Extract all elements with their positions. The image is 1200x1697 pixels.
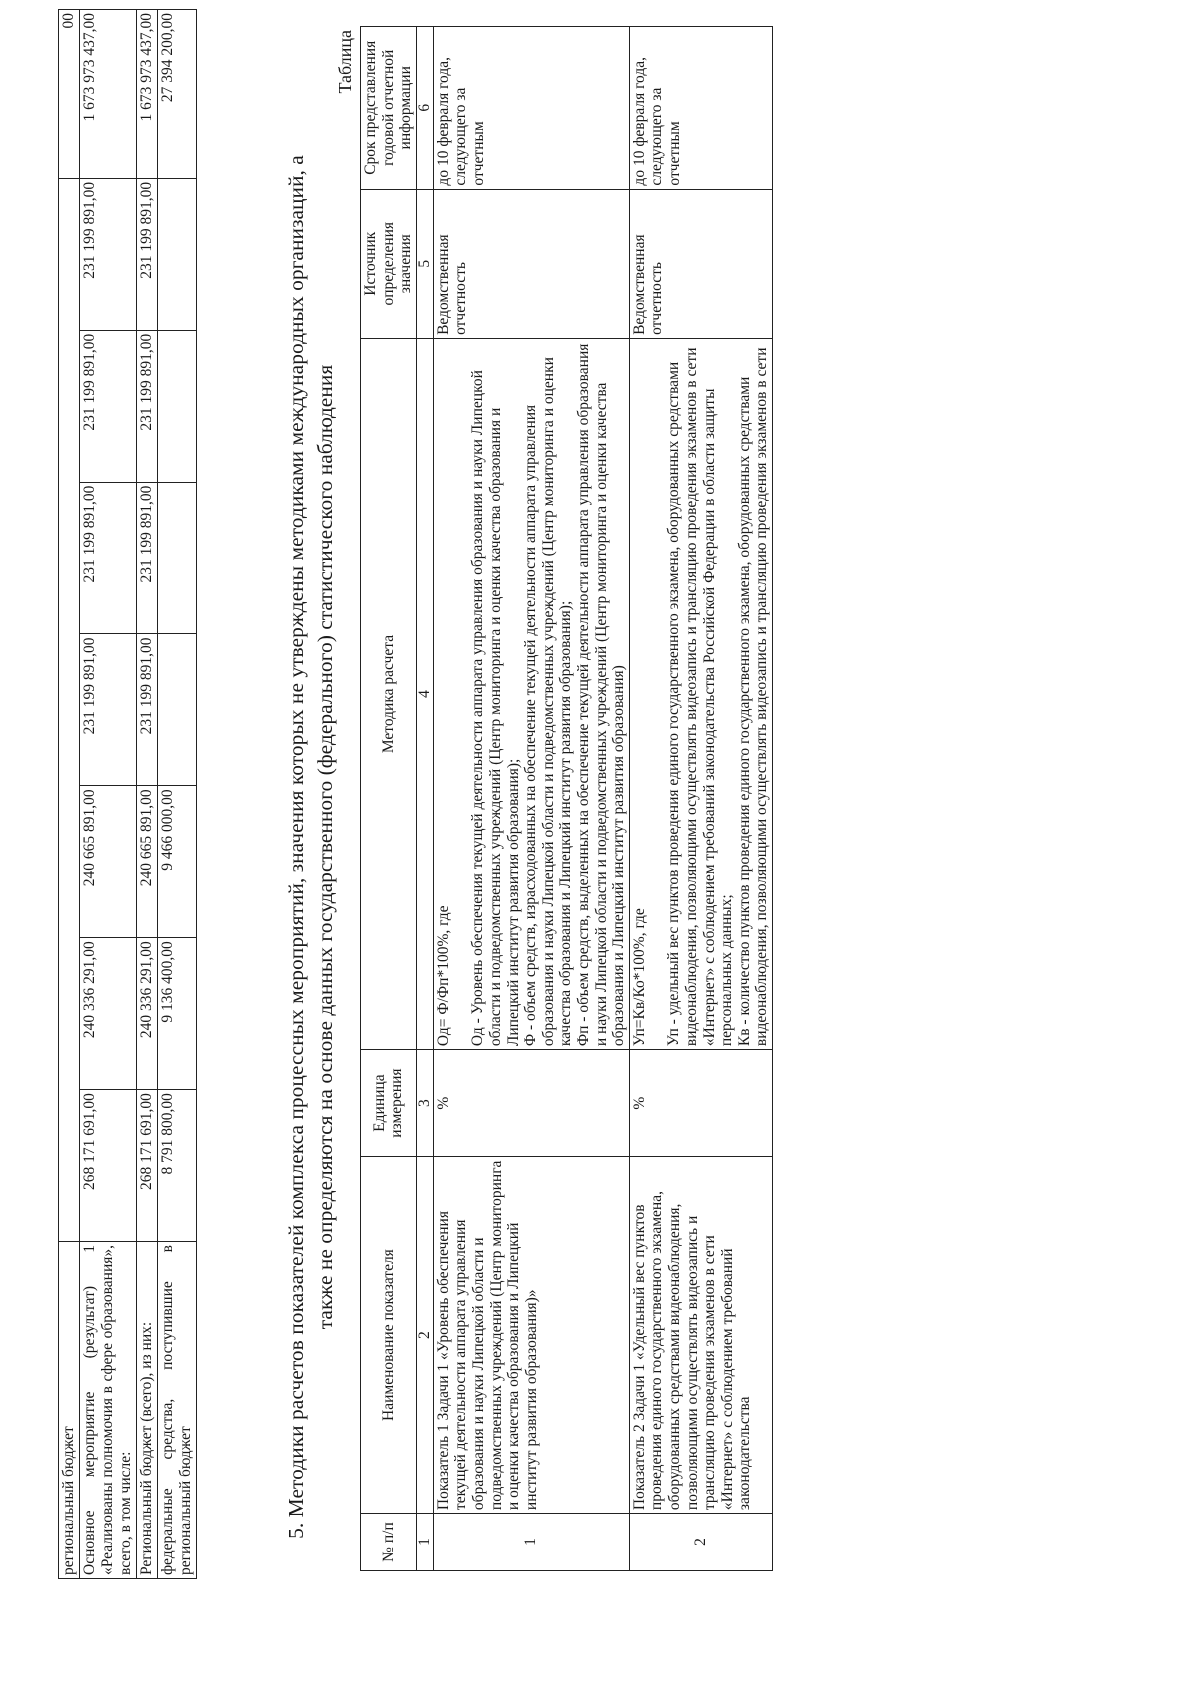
column-number: 2 [416, 1157, 433, 1514]
cell-value: 231 199 891,00 [80, 330, 137, 482]
cell-value: 231 199 891,00 [137, 634, 158, 786]
formula: Од= Ф/Фп*100%, где [434, 905, 452, 1047]
row-label: региональный бюджет [59, 1242, 80, 1579]
source: Ведомственная отчетность [433, 189, 629, 338]
row-number: 1 [433, 1514, 629, 1571]
section-title: 5. Методики расчетов показателей комплекса процессных мероприятий, значения которых не утверждены методиками международных организаций, а также не определяются на основе данных государственного (федерального) статистического наблюдения [284, 155, 337, 1539]
cell-value: 27 394 200,00 [158, 10, 197, 179]
funding-table [58, 9, 197, 1579]
cell-value [158, 178, 197, 330]
column-header: Наименование показателя [361, 1157, 417, 1514]
source: Ведомственная отчетность [629, 189, 772, 338]
table-label: Таблица [335, 30, 355, 94]
cell-value: 9 466 000,00 [158, 786, 197, 938]
cell-value [158, 634, 197, 786]
table-row [158, 10, 197, 1579]
column-number: 6 [416, 27, 433, 190]
calculation-method [433, 338, 629, 1049]
column-header: № п/п [361, 1514, 417, 1571]
unit: % [433, 1050, 629, 1157]
column-header: Срок представления годовой отчетной информации [361, 27, 417, 190]
indicator-name: Показатель 1 Задачи 1 «Уровень обеспечения текущей деятельности аппарата управления образования и науки Липецкой области и подведомственных учреждений (Центр мониторинга и оценки качества образования и Липецкий институт развития образования)» [433, 1157, 629, 1514]
column-header: Методика расчета [361, 338, 417, 1049]
formula: Уп=Кв/Ко*100%, где [630, 908, 648, 1047]
cell-value: 231 199 891,00 [137, 178, 158, 330]
cell-value: 240 665 891,00 [137, 786, 158, 938]
column-number: 4 [416, 338, 433, 1049]
method-line: Фп - объем средств, выделенных на обеспечение текущей деятельности аппарата управления образования и науки Липецкой области и подведомственных учреждений (Центр мониторинга и оценки качества образования и Липецкий институт развития образования) [574, 343, 628, 1047]
table-row [59, 10, 80, 1579]
indicator-name: Показатель 2 Задачи 1 «Удельный вес пунктов проведения единого государственного экзамена, оборудованных средствами видеонаблюдения, позволяющими осуществлять видеозапись и трансляцию проведения экзаменов в сети «Интернет» с соблюдением требований законодательства [629, 1157, 772, 1514]
method-line: Ф - объем средств, израсходованных на обеспечение текущей деятельности аппарата управления образования и науки Липецкой области и подведомственных учреждений (Центр мониторинга и оценки качества образования и Липецкий институт развития образования); [522, 357, 575, 1047]
unit: % [629, 1050, 772, 1157]
table-row [80, 10, 137, 1579]
cell-value: 240 336 291,00 [80, 938, 137, 1090]
cell-value: 240 665 891,00 [80, 786, 137, 938]
table-header-row [361, 27, 417, 1571]
methods-table [360, 26, 773, 1571]
cell-value [158, 482, 197, 634]
cell-value: 231 199 891,00 [80, 482, 137, 634]
deadline: до 10 февраля года, следующего за отчетным [629, 27, 772, 190]
column-number: 5 [416, 189, 433, 338]
column-header: Единица измерения [361, 1050, 417, 1157]
calculation-method [629, 338, 772, 1049]
cell-value: 231 199 891,00 [80, 178, 137, 330]
column-header: Источник определения значения [361, 189, 417, 338]
row-label: федеральные средства, поступившие в региональный бюджет [158, 1242, 197, 1579]
table-row [137, 10, 158, 1579]
row-label: Основное мероприятие (результат) 1 «Реализованы полномочия в сфере образования», всего, в том числе: [80, 1242, 137, 1579]
row-number: 2 [629, 1514, 772, 1571]
deadline: до 10 февраля года, следующего за отчетным [433, 27, 629, 190]
cell-value: 8 791 800,00 [158, 1090, 197, 1242]
column-number-row [416, 27, 433, 1571]
table-row [629, 27, 772, 1571]
cell-value: 231 199 891,00 [137, 482, 158, 634]
row-label: Региональный бюджет (всего), из них: [137, 1242, 158, 1579]
cell-value: 1 673 973 437,00 [80, 10, 137, 179]
cell-value: 1 673 973 437,00 [137, 10, 158, 179]
method-line: Од - Уровень обеспечения текущей деятельности аппарата управления образования и науки Липецкой области и подведомственных учреждений (Центр мониторинга и оценки качества образования и Липецкий институт развития образования); [469, 370, 522, 1047]
column-number: 3 [416, 1050, 433, 1157]
cell-value: 231 199 891,00 [137, 330, 158, 482]
cell-value [158, 330, 197, 482]
cell-value: 9 136 400,00 [158, 938, 197, 1090]
method-line: Кв - количество пунктов проведения единого государственного экзамена, оборудованных средствами видеонаблюдения, позволяющими осуществлять видеозапись и трансляцию проведения экзаменов в сети [735, 347, 771, 1047]
column-number: 1 [416, 1514, 433, 1571]
cell-value: 240 336 291,00 [137, 938, 158, 1090]
cell-value: 268 171 691,00 [137, 1090, 158, 1242]
cell-value: 231 199 891,00 [80, 634, 137, 786]
table-row [433, 27, 629, 1571]
method-line: Уп - удельный вес пунктов проведения единого государственного экзамена, оборудованных средствами видеонаблюдения, позволяющими осуществлять видеозапись и трансляцию проведения экзаменов в сети «Интернет» с соблюдением требований законодательства Российской Федерации в области защиты персональных данных; [665, 347, 736, 1047]
cell-value: 00 [59, 10, 80, 179]
cell-value: 268 171 691,00 [80, 1090, 137, 1242]
